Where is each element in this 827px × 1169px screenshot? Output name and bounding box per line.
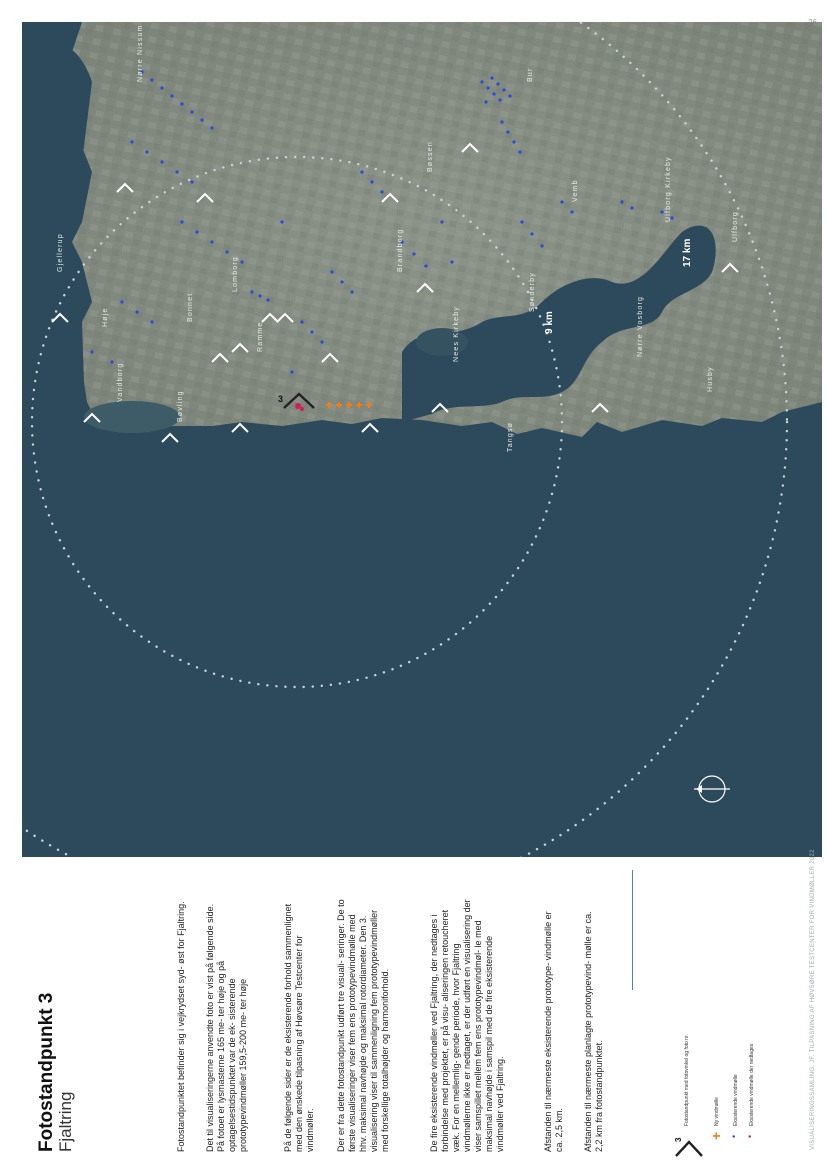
legend-removed-turbine-icon: •: [745, 1134, 755, 1138]
legend-existing-turbine-icon: •: [729, 1134, 739, 1138]
legend-existing-turbine-label: Eksisterende vindmølle: [733, 1074, 739, 1126]
svg-text:Tangsø: Tangsø: [507, 421, 514, 452]
svg-text:Bonnet: Bonnet: [187, 292, 194, 322]
svg-text:Husby: Husby: [707, 366, 714, 392]
legend-removed-turbine-label: Eksisterende vindmølle der nedtages: [749, 1043, 755, 1126]
paragraph-1: Fotostandpunktet befinder sig i vejkrydset syd- øst for Fjaltring.: [176, 901, 186, 1152]
paragraph-6: Afstanden til nærmeste eksisterende prototype- vindmølle er ca. 2,5 km.: [543, 911, 564, 1152]
paragraph-4: Der er fra dette fotostandpunkt udført tre visuali- seringer. De to første visualiseringer viser fem ens prototypevindmølle med hhv. maksimal navhøjde og maksimal rotordiameter. Den 3. visualisering viser til sammenligning fem prototypevindmøller med forskellige totalhøjder og harmoniforhold.: [336, 899, 390, 1152]
legend-viewpoint-label: Fotostandpunkt med fotovinkel og foto nr.: [684, 1034, 690, 1126]
svg-text:Nees Kirkeby: Nees Kirkeby: [453, 305, 460, 362]
paragraph-2: Det til visualiseringerne anvendte foto er vist på følgende side. På fotoet er lysmasterne 165 me- ter høje og på optagelsestidspunktet var de ek- sisterende prototypevindmøller 159,5-200 me- ter høje: [205, 903, 248, 1152]
paragraph-5: De fire eksisterende vindmøller ved Fjaltring, der nedtages i forbindelse med projektet, er på visu- aliseringen retoucheret væk. For en mellemlig- gende periode, hvor Fjaltring vindmøllerne ikke er nedtaget, er der udført en visualisering der viser samspillet mellem fem ens prototypevindmøl- le med maksimal navhøjde i samspil med de fire eksisterende vindmøller ved Fjaltring.: [429, 899, 505, 1152]
ring-label-9km: 9 km: [544, 311, 555, 334]
lake-nees: [416, 328, 468, 356]
paragraph-7: Afstanden til nærmeste planlagte prototypevind- mølle er ca. 2,2 km fra fotostandpunktet.: [583, 911, 604, 1152]
legend-viewpoint-icon: [672, 1130, 706, 1160]
svg-text:Lomborg: Lomborg: [232, 255, 239, 292]
svg-text:Nørre Vosborg: Nørre Vosborg: [637, 295, 644, 357]
aerial-map: [22, 22, 822, 857]
paragraph-3: På de følgende sider er de eksisterende forhold sammenlignet med den ønskede tilpasning af Høvsøre Testcenter for vindmøller.: [283, 903, 315, 1152]
page-subtitle: Fjaltring: [56, 1091, 75, 1152]
viewpoint-number: 3: [278, 394, 284, 404]
lake-bovling: [84, 401, 180, 433]
svg-text:Bøssen: Bøssen: [427, 141, 434, 172]
map-svg: [22, 22, 822, 857]
svg-text:Sønderby: Sønderby: [529, 272, 536, 312]
svg-text:Bøvling: Bøvling: [177, 390, 184, 422]
legend-new-turbine-icon: +: [708, 1131, 724, 1140]
svg-text:Vandborg: Vandborg: [117, 362, 124, 402]
svg-text:Ramme: Ramme: [257, 321, 264, 352]
svg-text:Høje: Høje: [102, 307, 109, 327]
svg-text:Brandborg: Brandborg: [397, 228, 404, 272]
svg-text:Bur: Bur: [527, 67, 534, 82]
svg-text:Ulfborg: Ulfborg: [732, 211, 739, 242]
svg-text:Vemb: Vemb: [572, 179, 579, 202]
legend-divider: [632, 870, 633, 990]
page-title: Fotostandpunkt 3: [36, 992, 57, 1152]
footer-text: VISUALISERINGSSAMLING, JF. TILPASNING AF HØVSØRE TESTCENTER FOR VINDMØLLER 2022: [810, 849, 816, 1150]
legend-new-turbine-label: Ny vindmølle: [714, 1097, 720, 1126]
legend-viewpoint-number: 3: [674, 1137, 683, 1142]
svg-text:Gjellerup: Gjellerup: [57, 233, 64, 272]
svg-text:Ulfborg Kirkeby: Ulfborg Kirkeby: [665, 156, 672, 222]
ring-label-17km: 17 km: [682, 238, 693, 267]
svg-text:Nørre Nissum: Nørre Nissum: [137, 24, 144, 82]
